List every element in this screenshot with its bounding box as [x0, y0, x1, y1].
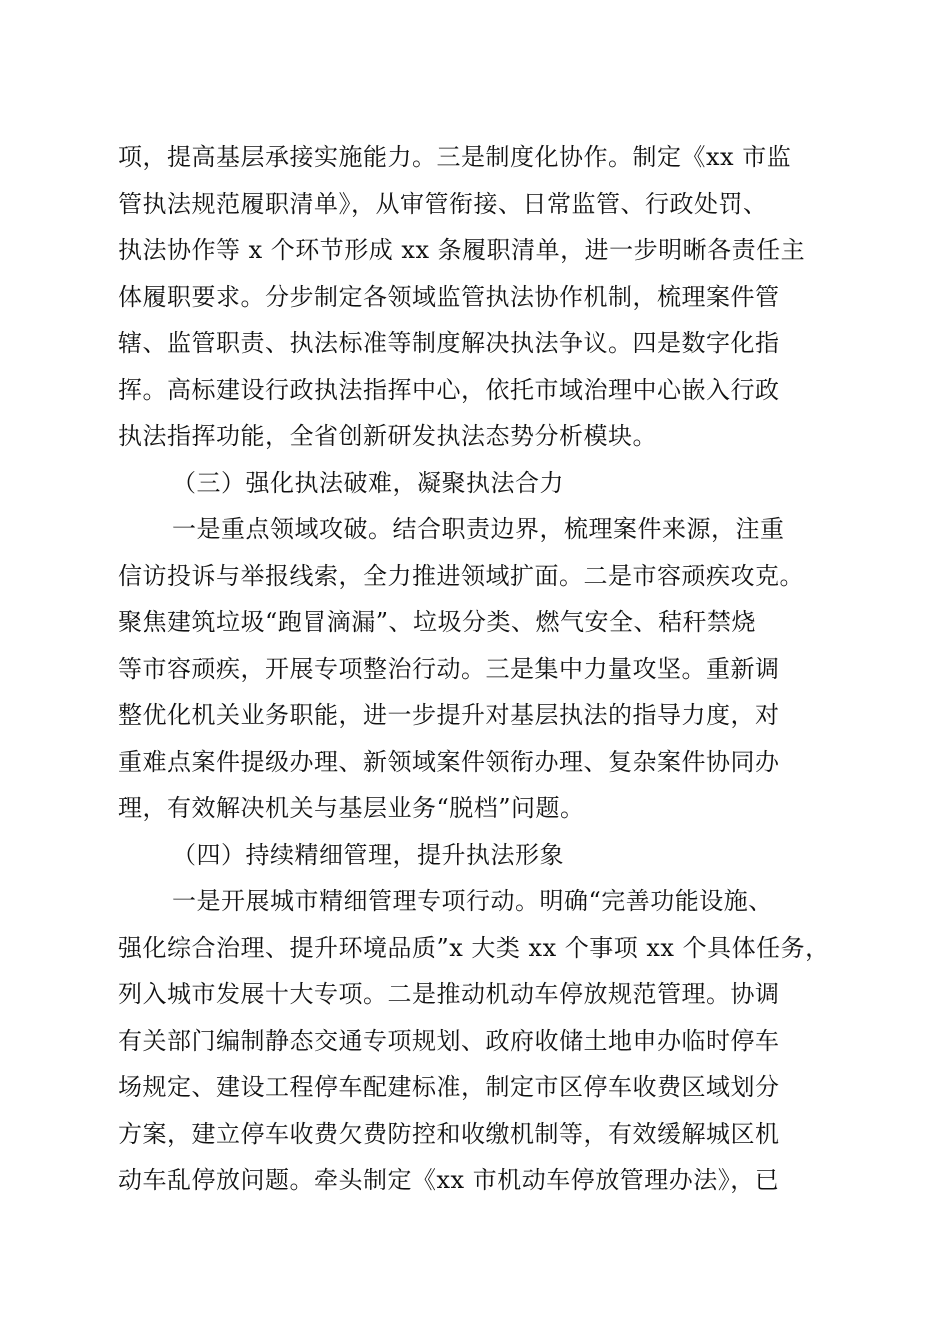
text-line: 理，有效解决机关与基层业务“脱档”问题。	[118, 794, 585, 822]
text-line: 聚焦建筑垃圾“跑冒滴漏”、垃圾分类、燃气安全、秸秆禁烧	[118, 608, 757, 636]
text-line: 场规定、建设工程停车配建标准，制定市区停车收费区域划分	[118, 1073, 780, 1101]
text-line: 执法指挥功能，全省创新研发执法态势分析模块。	[118, 422, 657, 450]
document-body	[118, 134, 838, 1204]
text-line: 整优化机关业务职能，进一步提升对基层执法的指导力度，对	[118, 701, 780, 729]
text-line: 执法协作等 x 个环节形成 xx 条履职清单，进一步明晰各责任主	[118, 236, 806, 264]
text-line: 体履职要求。分步制定各领域监管执法协作机制，梳理案件管	[118, 282, 780, 311]
text-line: 一是重点领域攻破。结合职责边界，梳理案件来源，注重	[172, 515, 785, 543]
text-line: 信访投诉与举报线索，全力推进领域扩面。二是市容顽疾攻克。	[118, 561, 804, 590]
text-line: 有关部门编制静态交通专项规划、政府收储土地申办临时停车	[118, 1026, 780, 1055]
section-heading-4: （四）持续精细管理，提升执法形象	[172, 840, 564, 869]
text-line: 列入城市发展十大专项。二是推动机动车停放规范管理。协调	[118, 980, 780, 1008]
text-line: 辖、监管职责、执法标准等制度解决执法争议。四是数字化指	[118, 329, 780, 357]
text-line: 项，提高基层承接实施能力。三是制度化协作。制定《xx 市监	[118, 143, 792, 171]
text-line: 一是开展城市精细管理专项行动。明确“完善功能设施、	[172, 887, 773, 915]
text-line: 动车乱停放问题。牵头制定《xx 市机动车停放管理办法》，已	[118, 1166, 780, 1194]
text-line: 方案，建立停车收费欠费防控和收缴机制等，有效缓解城区机	[118, 1119, 780, 1148]
text-line: 强化综合治理、提升环境品质”x 大类 xx 个事项 xx 个具体任务，	[118, 933, 830, 962]
section-heading-3: （三）强化执法破难，凝聚执法合力	[172, 468, 564, 497]
text-line: 挥。高标建设行政执法指挥中心，依托市域治理中心嵌入行政	[118, 375, 780, 404]
text-line: 管执法规范履职清单》，从审管衔接、日常监管、行政处罚、	[118, 189, 768, 218]
text-line: 重难点案件提级办理、新领域案件领衔办理、复杂案件协同办	[118, 747, 780, 776]
text-line: 等市容顽疾，开展专项整治行动。三是集中力量攻坚。重新调	[118, 654, 780, 683]
